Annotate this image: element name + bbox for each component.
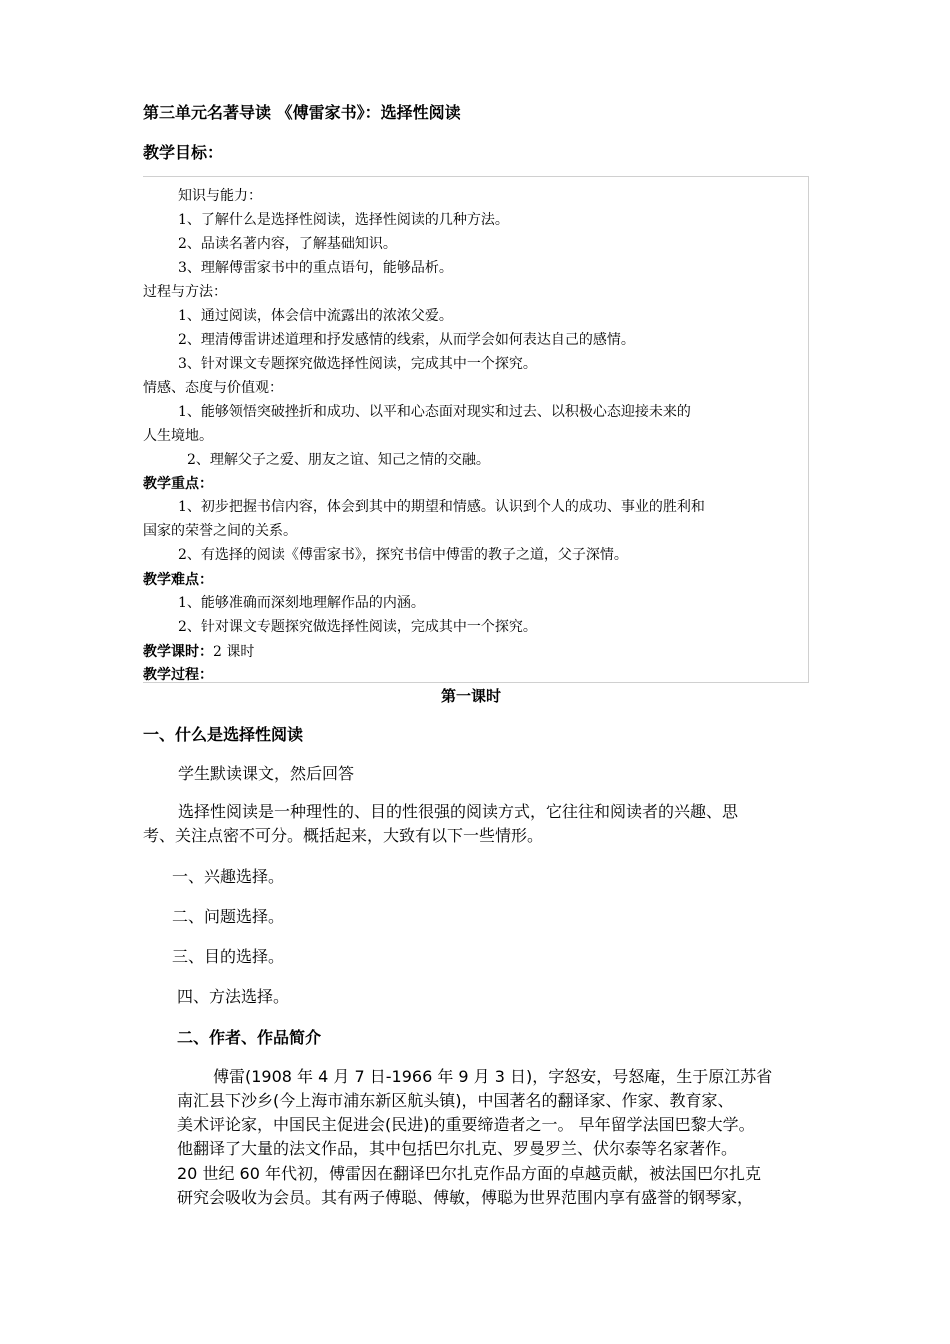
- bio-line: 傅雷(1908 年 4 月 7 日-1966 年 9 月 3 日)，字怒安，号怒庵，生于原江苏省: [213, 1067, 773, 1086]
- hours-label: 教学课时：: [143, 644, 213, 660]
- key-point-item-continued: 国家的荣誉之间的关系。: [143, 523, 297, 539]
- knowledge-heading: 知识与能力：: [178, 188, 262, 204]
- difficulties-heading: 教学难点：: [143, 572, 213, 588]
- reading-type-item: 三、目的选择。: [172, 947, 285, 966]
- reading-type-item: 四、方法选择。: [177, 987, 290, 1006]
- emotion-item: 2、理解父子之爱、朋友之谊、知己之情的交融。: [187, 452, 490, 468]
- emotion-heading: 情感、态度与价值观：: [143, 380, 283, 396]
- key-points-heading: 教学重点：: [143, 476, 213, 492]
- difficulty-item: 1、能够准确而深刻地理解作品的内涵。: [178, 595, 425, 611]
- hours-row: [143, 641, 254, 662]
- process-heading: 过程与方法：: [143, 284, 227, 300]
- definition-line: 选择性阅读是一种理性的、目的性很强的阅读方式，它往往和阅读者的兴趣、思: [178, 802, 739, 821]
- process-item: 1、通过阅读，体会信中流露出的浓浓父爱。: [178, 308, 453, 324]
- key-point-item: 2、有选择的阅读《傅雷家书》，探究书信中傅雷的教子之道，父子深情。: [178, 547, 628, 563]
- bio-line: 南汇县下沙乡(今上海市浦东新区航头镇)，中国著名的翻译家、作家、教育家、: [177, 1091, 734, 1110]
- process-item: 3、针对课文专题探究做选择性阅读，完成其中一个探究。: [178, 356, 537, 372]
- instruction-text: 学生默读课文，然后回答: [178, 764, 355, 783]
- emotion-item-continued: 人生境地。: [143, 428, 213, 444]
- knowledge-item: 3、理解傅雷家书中的重点语句，能够品析。: [178, 260, 453, 276]
- process-label: 教学过程：: [143, 667, 213, 683]
- reading-type-item: 二、问题选择。: [172, 907, 285, 926]
- bio-line: 20 世纪 60 年代初，傅雷因在翻译巴尔扎克作品方面的卓越贡献，被法国巴尔扎克: [177, 1164, 761, 1183]
- emotion-item: 1、能够领悟突破挫折和成功、以平和心态面对现实和过去、以积极心态迎接未来的: [178, 404, 691, 420]
- bio-line: 研究会吸收为会员。其有两子傅聪、傅敏，傅聪为世界范围内享有盛誉的钢琴家，: [177, 1188, 754, 1207]
- definition-line: 考、关注点密不可分。概括起来，大致有以下一些情形。: [143, 826, 544, 845]
- section-heading: 二、作者、作品简介: [177, 1028, 322, 1047]
- process-item: 2、理清傅雷讲述道理和抒发感情的线索，从而学会如何表达自己的感情。: [178, 332, 635, 348]
- bio-line: 他翻译了大量的法文作品，其中包括巴尔扎克、罗曼罗兰、伏尔泰等名家著作。: [177, 1139, 738, 1158]
- difficulty-item: 2、针对课文专题探究做选择性阅读，完成其中一个探究。: [178, 619, 537, 635]
- reading-type-item: 一、兴趣选择。: [172, 867, 285, 886]
- goals-heading: 教学目标：: [143, 143, 224, 162]
- document-title: 第三单元名著导读 《傅雷家书》：选择性阅读: [143, 103, 461, 122]
- bio-line: 美术评论家，中国民主促进会(民进)的重要缔造者之一。 早年留学法国巴黎大学。: [177, 1115, 755, 1134]
- section-heading: 一、什么是选择性阅读: [143, 725, 304, 744]
- lesson-title: 第一课时: [441, 687, 502, 705]
- key-point-item: 1、初步把握书信内容，体会到其中的期望和情感。认识到个人的成功、事业的胜利和: [178, 499, 705, 515]
- knowledge-item: 2、品读名著内容，了解基础知识。: [178, 236, 397, 252]
- hours-value: 2 课时: [213, 644, 255, 660]
- knowledge-item: 1、了解什么是选择性阅读，选择性阅读的几种方法。: [178, 212, 509, 228]
